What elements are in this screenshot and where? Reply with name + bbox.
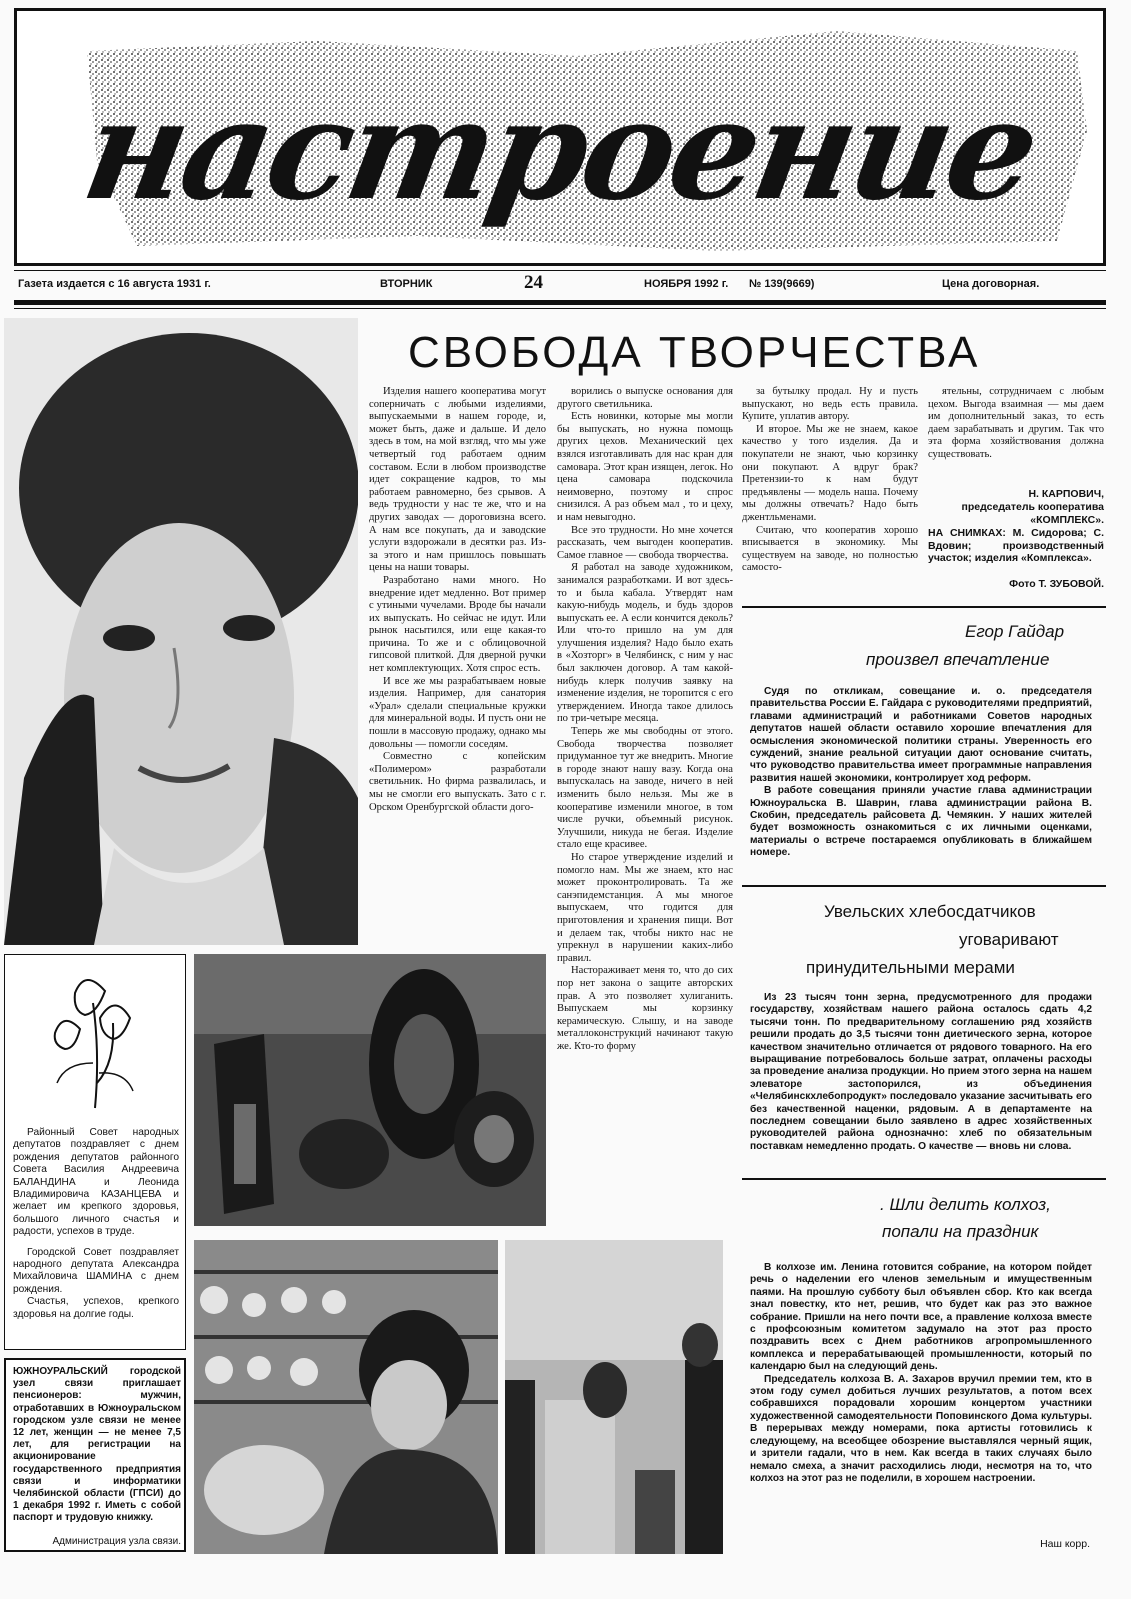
paragraph: ворились о выпуске основания для другого светильника. — [557, 386, 733, 410]
greeting-text — [13, 1127, 179, 1321]
paragraph: за бутылку продал. Ну и пусть выпускают, но ведь есть правила. Купите, уплатив автору. — [742, 386, 918, 423]
article-column-1 — [369, 386, 546, 946]
gaidar-title-line1: Егор Гайдар — [965, 622, 1065, 641]
paragraph: Все это трудности. Но мне хочется рассказать, чем выгоден кооператив. Самое главное — свобода творчества. — [557, 524, 733, 561]
gaidar-article-text — [750, 686, 1092, 860]
since-date: Газета издается с 16 августа 1931 г. — [18, 278, 211, 290]
portrait-photo — [4, 318, 358, 945]
ad-signature: Администрация узла связи. — [52, 1536, 181, 1547]
masthead — [14, 8, 1106, 266]
divider — [742, 1178, 1106, 1180]
divider — [14, 270, 1106, 271]
paragraph: Изделия нашего кооператива могут соперничать с любыми изделиями, выпускаемыми в нашем городе, и, может быть, даже и дальше. И дело здесь в том, на мой взгляд, что мы уже четвертый год работаем одним составом. Если в любом производстве идет сокращение кадров, то мы работаем равномерно, без срывов. А ведь трудности у нас те же, что и на других заводах — дороговизна всего. А нам все покупать, да и заводские услуги вздорожали в десятки раз. Из-за этого и нам пришлось повышать цены на наши товары. — [369, 386, 546, 574]
month-year: НОЯБРЯ 1992 г. — [644, 278, 729, 290]
divider — [14, 308, 1106, 309]
gaidar-title-line2: произвел впечатление — [866, 650, 1050, 669]
ad-box — [4, 1358, 186, 1552]
paragraph: Разработано нами много. Но внедрение идет медленно. Вот пример с утиными чучелами. Вроде бы начали их выпускать. Но сейчас не идут. Или рынок насытился, или еще какая-то причина. То же и с облицовочной гипсовой плиткой. Для дверной ручки нет комплектующих. Хотя спрос есть. — [369, 574, 546, 675]
kolkhoz-article-text — [750, 1262, 1092, 1485]
paragraph: В работе совещания приняли участие глава администрации Южноуральска В. Шаврин, глава администрации района В. Скобин, председатель райсовета Д. Чемякин. У наших жителей будет возможность ознакомиться с их личными оценками, материалы о встрече постараемся опубликовать в ближайшем номере. — [750, 785, 1092, 859]
newspaper-title: настроение — [73, 68, 1048, 231]
grain-article-text — [750, 992, 1092, 1153]
paragraph: И второе. Мы же не знаем, какое качество у того изделия. Да и покупатели не знают, чью корзинку они покупают. А вдруг брак? Претензии-то к нам будут предъявлены — модель наша. Почему мы должны отвечать? Надо быть джентльменами. — [742, 423, 918, 523]
author-role: председатель кооператива «КОМПЛЕКС». — [961, 501, 1104, 526]
dateline — [14, 272, 1106, 296]
day-number: 24 — [524, 272, 543, 293]
paragraph: В колхозе им. Ленина готовится собрание, на котором пойдет речь о наделении его членов земельным и имущественным паями. На прошлую субботу был объявлен сбор. Кто как всегда знал повестку, кто нет, решив, что будет как раз это важное собрание. Пришли на него почти все, а правление колхоза вместе с профсоюзным комитетом задумало на этот раз просто поздравить всех с Днем работников агропромышленного комплекса и перерабатывающей промышленности, который по календарю был на следующий день. — [750, 1262, 1092, 1373]
article-column-3 — [742, 386, 918, 591]
divider — [14, 300, 1106, 305]
divider — [742, 606, 1106, 608]
greeting-paragraph-2: Городской Совет поздравляет народного депутата Александра Михайловича ШАМИНА с днем рождения. — [13, 1246, 179, 1295]
kolkhoz-title-line2: попали на праздник — [882, 1222, 1039, 1241]
paragraph: Судя по откликам, совещание и. о. председателя правительства России Е. Гайдара с руководителями предприятий, главами администраций и работниками Советов народных депутатов нашей области оставило хорошие впечатления для осмысления экономической политики страны. Уверенность его суждений, знание реальной ситуации дают основание считать, что руководство правительства имеет программные направления развития нашей экономики, контролирует ход реформ. — [750, 686, 1092, 784]
weekday: ВТОРНИК — [380, 278, 433, 290]
ad-text: ЮЖНОУРАЛЬСКИЙ городской узел связи приглашает пенсионеров: мужчин, отработавших в Южноуральском городском узле связи не менее 12 лет, женщин — не менее 7,5 лет, для регистрации на акционирование государственного предприятия связи и информатики Челябинской области (ГПСИ) до 1 декабря 1992 г. Иметь с собой паспорт и трудовую книжку. — [13, 1366, 181, 1524]
author-name: Н. КАРПОВИЧ, — [1028, 488, 1104, 500]
paragraph: Настораживает меня то, что до сих пор нет закона о защите авторских прав. А это позволяет хулиганить. Выпускаем мы корзинку керамическую. Слышу, и на заводе металлоконструкций начинают такую же. Кто-то форму — [557, 965, 733, 1052]
main-headline: СВОБОДА ТВОРЧЕСТВА — [408, 328, 981, 377]
kolkhoz-signature: Наш корр. — [1040, 1538, 1090, 1550]
paragraph: Считаю, что кооператив хорошо вписывается в экономику. Мы существуем на заводе, но полностью самосто- — [742, 524, 918, 574]
paragraph: Теперь же мы свободны от этого. Свобода творчества позволяет придуманное тут же внедрить. Многие в городе знают нашу вазу. Когда она выпускалась на заводе, ничего в ней изменить было нельзя. Мы же в кооперативе изменили многое, в том числе ручки, объемный рисунок. Улучшили, никуда не бегая. Изделие стало еще красивее. — [557, 726, 733, 851]
article-column-2 — [557, 386, 733, 1231]
production-photo — [505, 1240, 723, 1554]
divider — [742, 885, 1106, 887]
greeting-paragraph-1: Районный Совет народных депутатов поздравляет с днем рождения депутатов районного Совета Василия Андреевича БАЛАНДИНА и Леонида Владимировича КАЗАНЦЕВА и желает им крепкого здоровья, большого личного счастья и радости, успехов в труде. — [13, 1127, 179, 1238]
article-column-4 — [928, 386, 1104, 486]
paragraph: Есть новинки, которые мы могли бы выпускать, но нужна помощь других цехов. Механический цех взялся изготавливать для нас кран для самовара. Этот кран изящен, легок. Но цена самовара подскочила неимоверно, поэтому и спрос снизился. А раз объем мал , то и цеху, и нам невыгодно. — [557, 411, 733, 523]
flower-illustration — [35, 963, 195, 1113]
price: Цена договорная. — [942, 278, 1040, 290]
paragraph: Я работал на заводе художником, занимался разработками. И вот здесь-то и была кабала. Утвердят нам какую-нибудь модель, и будь здоров выпускать ее. А если кончится деколь? Или что-то пришло на ум для улучшения изделия? Надо было ехать в «Хозторг» в Челябинск, с ним у нас был заключен договор. А там какой-нибудь клерк получив заявку на изменение изделия, не торопится с его утверждением. Иногда такое длилось по три-четыре месяца. — [557, 562, 733, 725]
paragraph: И все же мы разрабатываем новые изделия. Например, для санатория «Урал» сделали специальные кружки для минеральной воды. И пусть они не пошли в массовую продажу, однако мы довольны — помогли соседям. — [369, 675, 546, 750]
paragraph: Председатель колхоза В. А. Захаров вручил премии тем, кто в этом году сумел добиться лучших результатов, а потом всех собравшихся порадовали хорошим концертом участники художественной самодеятельности Поповинского Дома культуры. В перерывах между номерами, пока артисты готовились к следующему, на всеобщее обозрение выставлялся черный ящик, и зрители гадали, что в нем. Как всегда в таких случаях было немало смеха, а значит расходились люди, несмотря на то, что колхоз на этот раз не поделили, в хорошем настроении. — [750, 1373, 1092, 1484]
grain-title-line1: Увельских хлебосдатчиков — [824, 902, 1036, 921]
greeting-box — [4, 954, 186, 1350]
grain-title-line3: принудительными мерами — [806, 958, 1015, 977]
paragraph: Совместно с копейским «Полимером» разработали светильник. Но фирма развалилась, и мы не смогли его выпускать. Зато с г. Орском Оренбургской области дого- — [369, 751, 546, 813]
workshop-photo — [194, 1240, 498, 1554]
paragraph: Из 23 тысяч тонн зерна, предусмотренного для продажи государству, хозяйствам нашего района осталось сдать 4,2 тысячи тонн. По предварительному соглашению ряд хозяйств решили продать до 3,5 тысячи тонн диетического зерна, которое качеством значительно отличается от рядового товарного. На его выращивание потребовалось больше затрат, оплачены расходы за проведение анализа продукции. Но прием этого зерна на нашем элеваторе застопорился, из объединения «Челябинскхлебопродукт» последовало указание засчитывать его без качественной наценки, рядовым. А в департаменте на последнем совещании было заявлено в адрес хозяйственных руководителей района однозначно: хлеб по обязательным поставкам немедленно продать. О качестве — вновь ни слова. — [750, 992, 1092, 1152]
paragraph: Но старое утверждение изделий и помогло нам. Мы же знаем, кто нас может проконтролировать. Та же санэпидемстанция. А мы многое выпускаем, что годится для приготовления и хранения пищи. Вот и делаем так, чтобы никто нас не упрекнул в нарушении каких-либо правил. — [557, 851, 733, 964]
photo-credit: Фото Т. ЗУБОВОЙ. — [1009, 578, 1104, 590]
photo-captions: НА СНИМКАХ: М. Сидорова; С. Вдовин; производственный участок; изделия «Комплекса». — [928, 527, 1104, 565]
ceramics-photo — [194, 954, 546, 1226]
greeting-paragraph-3: Счастья, успехов, крепкого здоровья на долгие годы. — [13, 1296, 179, 1320]
issue-number: № 139(9669) — [749, 278, 815, 290]
paragraph: ятельны, сотрудничаем с любым цехом. Выгода взаимная — мы даем им дополнительный заказ, то есть даем зарабатывать и другим. Так что эта форма хозяйствования должна существовать. — [928, 386, 1104, 460]
grain-title-line2: уговаривают — [959, 930, 1059, 949]
kolkhoz-title-line1: . Шли делить колхоз, — [880, 1195, 1051, 1214]
